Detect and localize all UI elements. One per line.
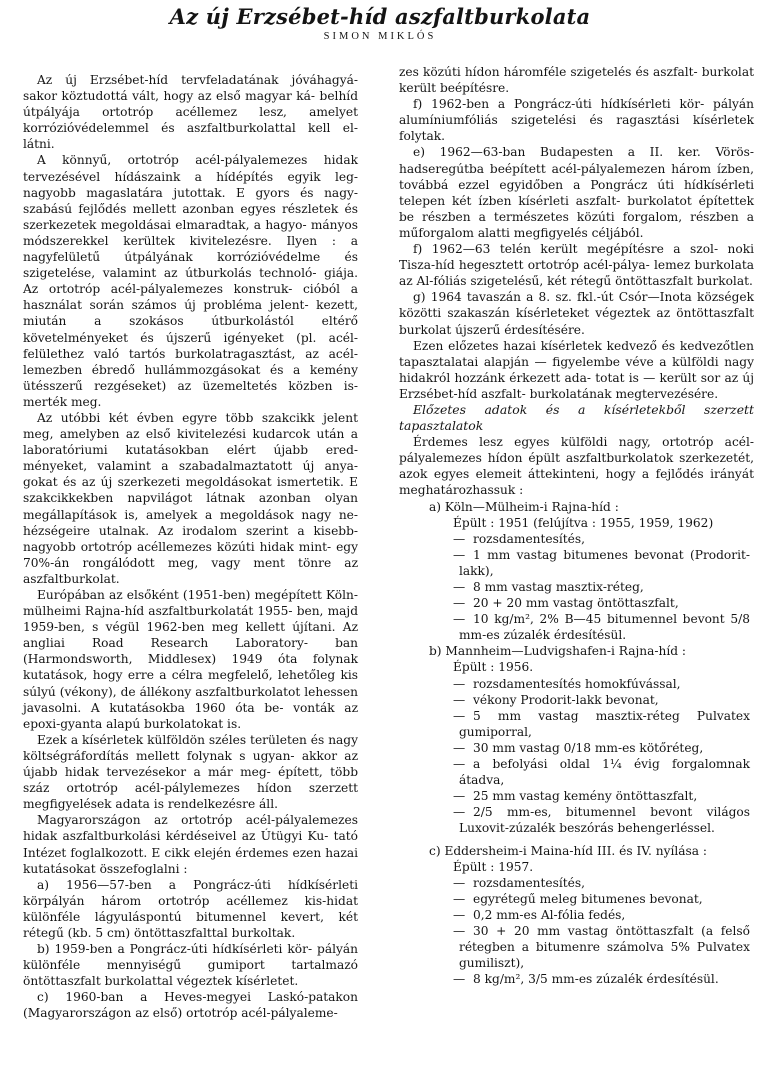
example-item: — 25 mm vastag kemény öntöttaszfalt, [399,788,754,804]
example-item: — 1 mm vastag bitumenes bevonat (Prodorit-lakk), [399,547,754,579]
example-built: Épült : 1957. [453,859,534,874]
example-item: — rozsdamentesítés, [399,875,754,891]
paragraph: A könnyű, ortotróp acél-pályalemezes hidak tervezésével hídászaink a hídépítés egyik leg- nagyobb magaslatára jutottak. E gyors és nagy- szabású fejlődés mellett azonban egyes részletek és szerkezetek megoldásai elmaradtak, a hagyo- mányos módszerekkel kerültek kivitelezésre. Ilyen : a nagyfelületű útpályának korrózióvédelme és szigetelése, valamint az útburkolás technoló- giája. Az ortotróp acél-pályalemezes konstruk- cióból a használat során számos új probléma jelent- kezett, miután a szokásos útburkolástól eltérő követelményeket és újszerű igényeket (pl. acél- felülethez való tartós burkolatragasztást, az acél- lemezben ébredő hullámmozgásokat és a kemény ütésszerű rezgéseket) az üzemeltetés közben is- merték meg. [23,153,358,409]
example-c [399,843,754,988]
example-heading: b) Mannheim—Ludvigshafen-i Rajna-híd : [429,644,687,659]
paragraph: Magyarországon az ortotróp acél-pályalemezes hidak aszfaltburkolási kérdéseivel az Útügyi Ku- tató Intézet foglalkozott. E cikk elején érdemes ezen hazai kutatásokat összefoglalni : [23,813,358,876]
article-title: Az új Erzsébet-híd aszfaltburkolata [169,4,591,29]
paragraph: zes közúti hídon háromféle szigetelés és aszfalt- burkolat került beépítésre. [399,65,754,96]
example-b [399,643,754,836]
example-item: — rozsdamentesítés, [399,531,754,547]
example-item: — 0,2 mm-es Al-fólia fedés, [399,907,754,923]
list-item: c) 1960-ban a Heves-megyei Laskó-patakon (Magyarországon az első) ortotróp acél-pályaleme- [23,990,358,1021]
example-item: — 10 kg/m², 2% B—45 bitumennel bevont 5/8 mm-es zúzalék érdesítésül. [399,611,754,643]
example-item: — 20 + 20 mm vastag öntöttaszfalt, [399,595,754,611]
section-subheading: Előzetes adatok és a kísérletekből szerzett tapasztalatok [399,401,754,434]
list-item: f) 1962—63 telén került megépítésre a szol- noki Tisza-híd hegesztett ortotróp acél-pálya- lemez burkolata az Al-fóliás szigetelésű, két rétegű öntöttaszfalt burkolat. [399,242,754,289]
list-item: b) 1959-ben a Pongrácz-úti hídkísérleti kör- pályán különféle mennyiségű gumiport tartalmazó öntöttaszfalt burkolattal végeztek kísérletet. [23,942,358,989]
example-a [399,499,754,644]
paragraph: Ezen előzetes hazai kísérletek kedvező és kedvezőtlen tapasztalatai alapján — figyelembe véve a külföldi nagy hidakról hozzánk érkezett ada- totat is — került sor az új Erzsébet-híd aszfalt- burkolatának megtervezésére. [399,338,754,401]
example-item: — 5 mm vastag masztix-réteg Pulvatex gumiporral, [399,708,754,740]
paragraph: Az új Erzsébet-híd tervfeladatának jóváhagyá- sakor köztudottá vált, hogy az első magyar ká- belhíd útpályája ortotróp acéllemez lesz, amelyet korrózióvédelemmel és aszfaltburkolattal kell el- látni. [23,73,358,152]
paragraph: Ezek a kísérletek külföldön széles területen és nagy költségráfordítás mellett folynak s ugyan- akkor az újabb hidak tervezésekor a már meg- épített, több száz ortotróp acél-pálylemezes hídon szerzett megfigyelések adata is rendelkezésre áll. [23,732,358,812]
list-item: e) 1962—63-ban Budapesten a II. ker. Vörös- hadseregútba beépített acél-pályalemezen három ízben, továbbá ezzel egyidőben a Pongrácz úti hídkísérleti telepen két ízben kísérleti aszfalt- burkolatot építettek be részben a természetes közúti forgalom, részben a műforgalom alatti megfigyelés céljából. [399,145,754,240]
example-built: Épült : 1951 (felújítva : 1955, 1959, 1962) [453,515,714,530]
example-item: — 8 kg/m², 3/5 mm-es zúzalék érdesítésül. [399,971,754,987]
example-item: — 2/5 mm-es, bitumennel bevont világos Luxovit-zúzalék beszórás behengerléssel. [399,804,754,836]
example-built: Épült : 1956. [453,660,534,675]
list-item: a) 1956—57-ben a Pongrácz-úti hídkísérleti körpályán három ortotróp acéllemez kis-hidat különféle lágyuláspontú bitumennel kevert, két rétegű (kb. 5 cm) öntöttaszfalttal burkoltak. [23,877,358,940]
left-column [23,72,358,1022]
example-item: — 8 mm vastag masztix-réteg, [399,579,754,595]
example-item: — egyrétegű meleg bitumenes bevonat, [399,891,754,907]
paragraph: Érdemes lesz egyes külföldi nagy, ortotróp acél-pályalemezes hídon épült aszfaltburkolatok szerkezetét, azok egyes elemeit áttekinteni, hogy a fejlődés irányát meghatározhassuk : [399,435,754,498]
right-column [399,64,754,987]
example-item: — rozsdamentesítés homokfúvással, [399,676,754,692]
list-item: f) 1962-ben a Pongrácz-úti hídkísérleti kör- pályán alumíniumfóliás szigetelési és ragasztási kísérletek folytak. [399,97,754,144]
example-heading: a) Köln—Mülheim-i Rajna-híd : [429,499,619,514]
paragraph: Európában az elsőként (1951-ben) megépített Köln-mülheimi Rajna-híd aszfaltburkolatát 1955- ben, majd 1959-ben, s végül 1962-ben meg kellett újítani. Az angliai Road Research Laboratory- ban (Harmondsworth, Middlesex) 1949 óta folynak kutatások, hogy erre a célra megfelelő, lehetőleg kis súlyú (vékony), de állékony aszfaltburkolatot lehessen javasolni. A kutatásokba 1960 óta be- vonták az epoxi-gyanta alapú burkolatokat is. [23,588,358,731]
example-item: — 30 + 20 mm vastag öntöttaszfalt (a felső rétegben a bitumenre számolva 5% Pulvatex gumiliszt), [399,923,754,971]
paragraph: Az utóbbi két évben egyre több szakcikk jelent meg, amelyben az első kivitelezési kudarcok után a laboratóriumi kutatásokban elért újabb ered- ményeket, valamint a szabadalmaztatott új anya- gokat és az új szerkezeti megoldásokat ismertetik. E szakcikkekben napvilágot látnak azonban olyan megállapítások is, amelyek a megoldások nagy ne- hézségeire utalnak. Az irodalom szerint a kisebb- nagyobb ortotróp acéllemezes közúti hidak mint- egy 70%-án rongálódott meg, vagy ment tönre az aszfaltburkolat. [23,410,358,586]
list-item: g) 1964 tavaszán a 8. sz. fkl.-út Csór—Inota községek közötti szakaszán kísérleteket végeztek az öntöttaszfalt burkolat újszerű érdesítésére. [399,290,754,337]
example-item: — a befolyási oldal 1¼ évig forgalomnak átadva, [399,756,754,788]
article-author: SIMON MIKLÓS [323,31,437,42]
example-item: — vékony Prodorit-lakk bevonat, [399,692,754,708]
example-heading: c) Eddersheim-i Maina-híd III. és IV. nyílása : [429,843,708,858]
example-item: — 30 mm vastag 0/18 mm-es kötőréteg, [399,740,754,756]
